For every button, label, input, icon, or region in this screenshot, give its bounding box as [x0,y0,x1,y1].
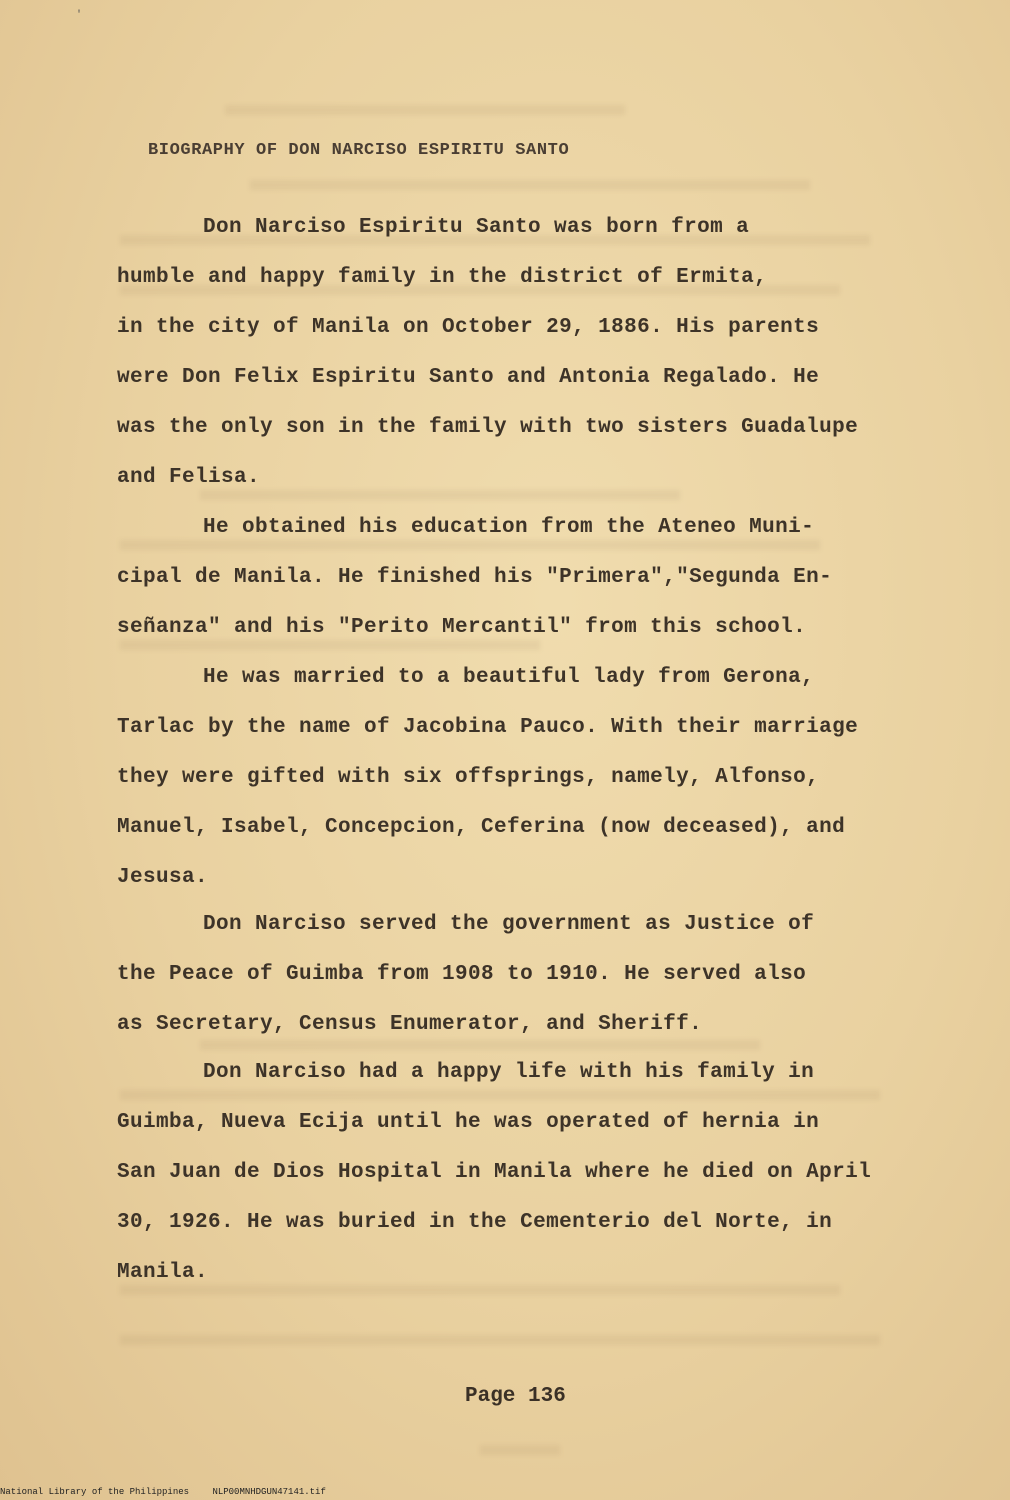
paragraph-line: as Secretary, Census Enumerator, and Sheriff. [117,1013,703,1036]
footer-library: National Library of the Philippines [0,1487,190,1497]
paragraph-line: cipal de Manila. He finished his "Primera","Segunda En- [117,566,833,589]
paragraph-line: Tarlac by the name of Jacobina Pauco. With their marriage [117,716,859,739]
paragraph-line: Guimba, Nueva Ecija until he was operated of hernia in [117,1111,820,1134]
paragraph-line: He obtained his education from the Ateneo Muni- [203,516,815,539]
paragraph-line: señanza" and his "Perito Mercantil" from this school. [117,616,807,639]
paragraph-line: Don Narciso had a happy life with his family in [203,1061,815,1084]
paragraph-line: Don Narciso Espiritu Santo was born from a [203,216,750,239]
paragraph-5 [117,1048,947,1298]
paragraph-line: the Peace of Guimba from 1908 to 1910. He served also [117,963,807,986]
paragraph-line: and Felisa. [117,466,261,489]
document-title: BIOGRAPHY OF DON NARCISO ESPIRITU SANTO [148,141,570,160]
paragraph-1 [117,203,947,503]
paragraph-line: Manila. [117,1261,209,1284]
paragraph-line: Jesusa. [117,866,209,889]
paragraph-line: He was married to a beautiful lady from Gerona, [203,666,815,689]
scan-footer [0,1487,344,1497]
page-number: Page 136 [465,1385,566,1408]
paragraph-2 [117,503,947,653]
paragraph-line: they were gifted with six offsprings, namely, Alfonso, [117,766,820,789]
paragraph-line: 30, 1926. He was buried in the Cementerio del Norte, in [117,1211,833,1234]
paragraph-line: San Juan de Dios Hospital in Manila where he died on April [117,1161,872,1184]
paragraph-line: Don Narciso served the government as Justice of [203,913,815,936]
footer-file-name: NLP00MNHDGUN47141.tif [212,1487,326,1497]
paragraph-line: was the only son in the family with two sisters Guadalupe [117,416,859,439]
paragraph-line: humble and happy family in the district of Ermita, [117,266,768,289]
paragraph-line: Manuel, Isabel, Concepcion, Ceferina (now deceased), and [117,816,846,839]
scan-mark: ' [76,10,83,21]
paragraph-3 [117,653,947,903]
paragraph-line: in the city of Manila on October 29, 1886. His parents [117,316,820,339]
paragraph-4 [117,900,947,1050]
paragraph-line: were Don Felix Espiritu Santo and Antonia Regalado. He [117,366,820,389]
